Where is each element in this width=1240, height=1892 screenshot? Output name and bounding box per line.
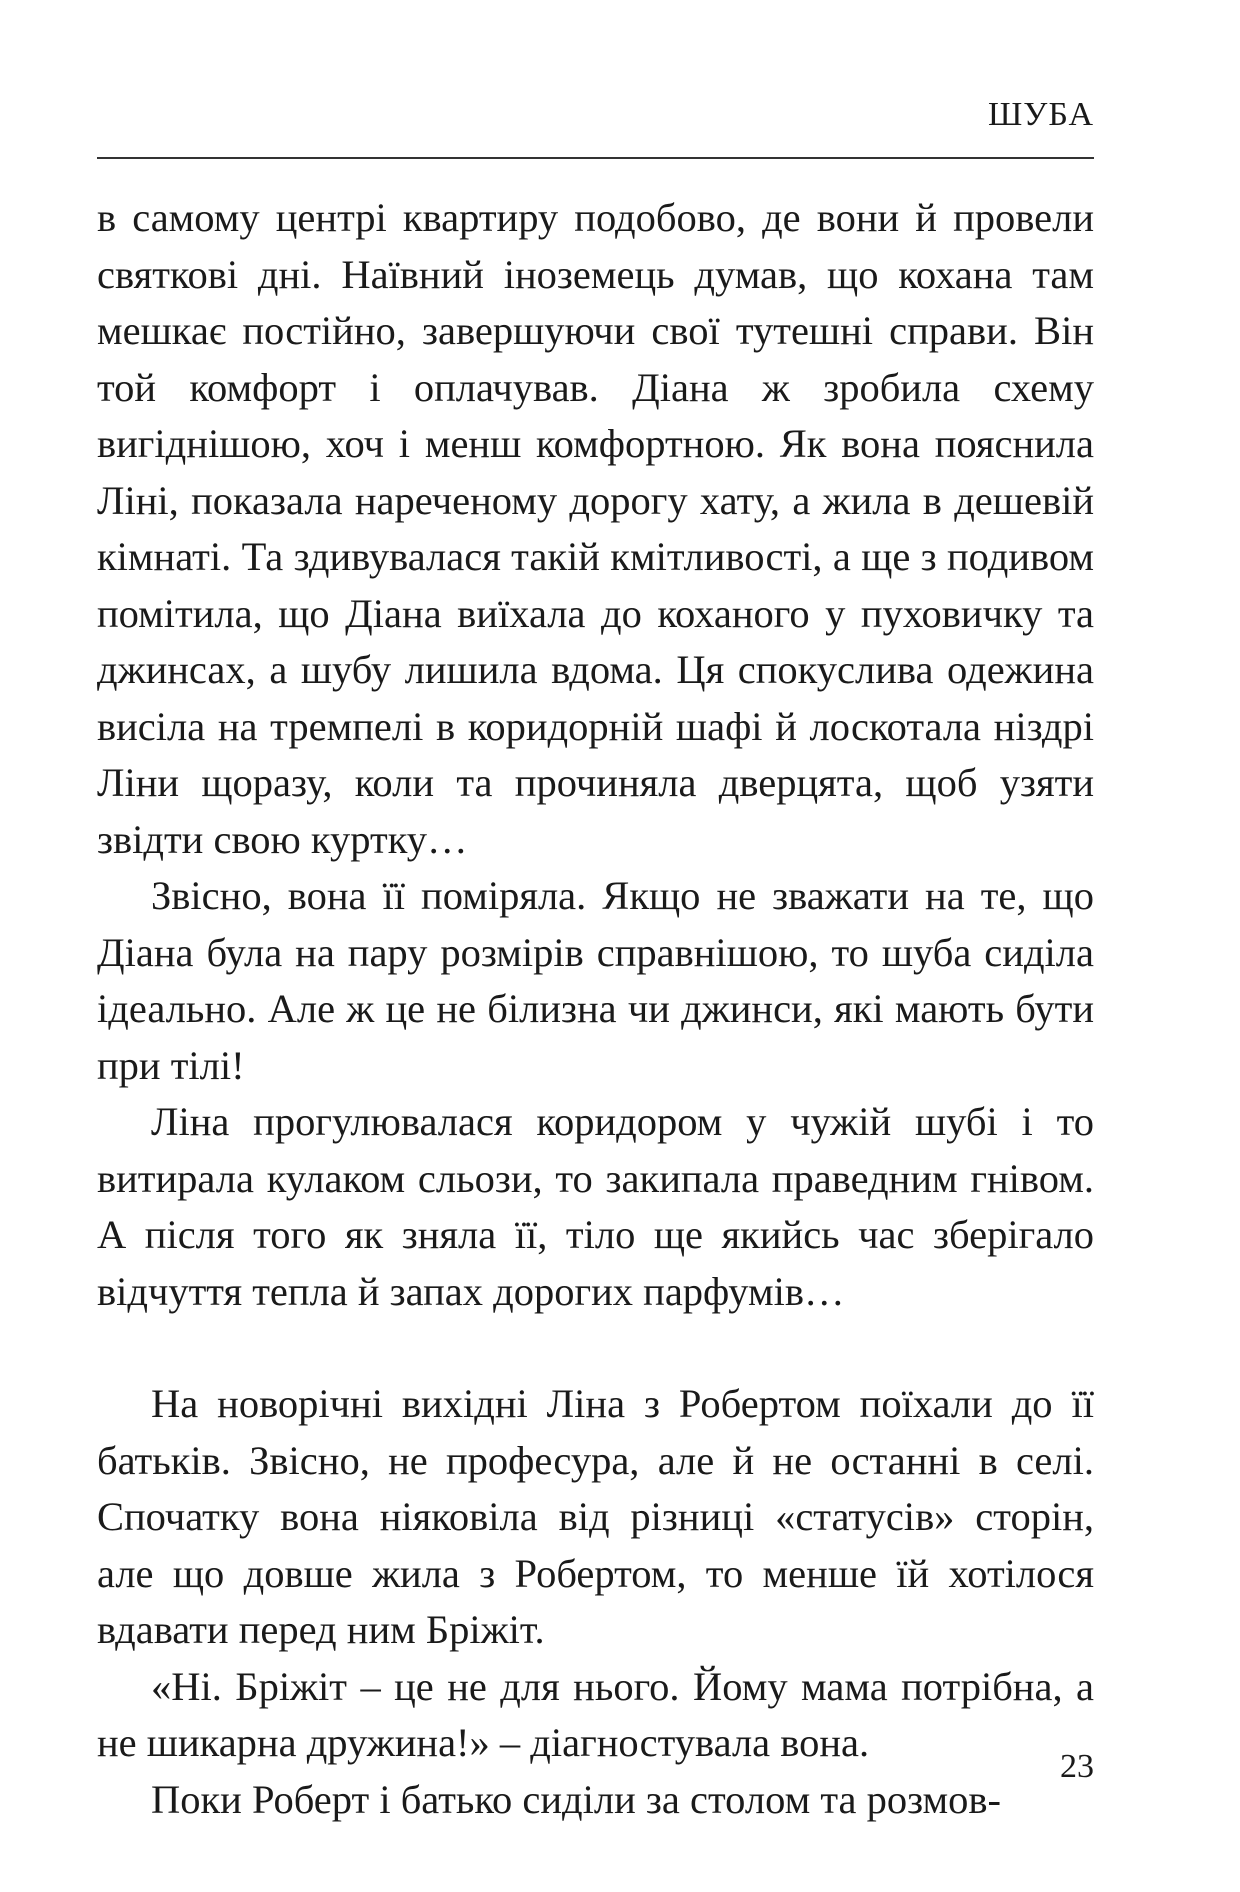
body-text: [97, 190, 1094, 1828]
paragraph-continues-next-page: Поки Роберт і батько сиділи за столом та розмов-: [151, 1776, 1002, 1822]
paragraph-continuation: в самому центрі квартиру подобово, де вони й провели святкові дні. Наївний іноземець думав, що кохана там мешкає постійно, завершуючи свої тутешні справи. Він той комфорт і оплачував. Діана ж зробила схему вигіднішою, хоч і менш комфортною. Як вона пояснила Ліні, показала нареченому дорогу хату, а жила в дешевій кімнаті. Та здивувалася такій кмітливості, а ще з подивом помітила, що Діана виїхала до коханого у пуховичку та джинсах, а шубу лишила вдома. Ця спокуслива одежина висіла на тремпелі в коридорній шафі й лоскотала ніздрі Ліни щоразу, коли та прочиняла дверцята, щоб узяти звідти свою куртку…: [97, 195, 1094, 862]
paragraph-new-section: На новорічні вихідні Ліна з Робертом поїхали до її батьків. Звісно, не професура, але й не останні в селі. Спочатку вона ніяковіла від різниці «статусів» сторін, але що довше жила з Робертом, то менше їй хотілося вдавати перед ним Бріжіт.: [97, 1381, 1094, 1652]
running-header-title: ШУБА: [988, 96, 1094, 133]
header-divider: [97, 157, 1094, 159]
page-number: 23: [1060, 1748, 1094, 1785]
paragraph: Ліна прогулювалася коридором у чужій шубі і то витирала кулаком сльози, то закипала праведним гнівом. А після того як зняла її, тіло ще якийсь час зберігало відчуття тепла й запах дорогих парфумів…: [97, 1099, 1094, 1314]
paragraph: Звісно, вона її поміряла. Якщо не зважати на те, що Діана була на пару розмірів справнішою, то шуба сиділа ідеально. Але ж це не білизна чи джинси, які мають бути при тілі!: [97, 873, 1094, 1088]
paragraph: «Ні. Бріжіт – це не для нього. Йому мама потрібна, а не шикарна дружина!» – діагностувала вона.: [97, 1663, 1094, 1765]
